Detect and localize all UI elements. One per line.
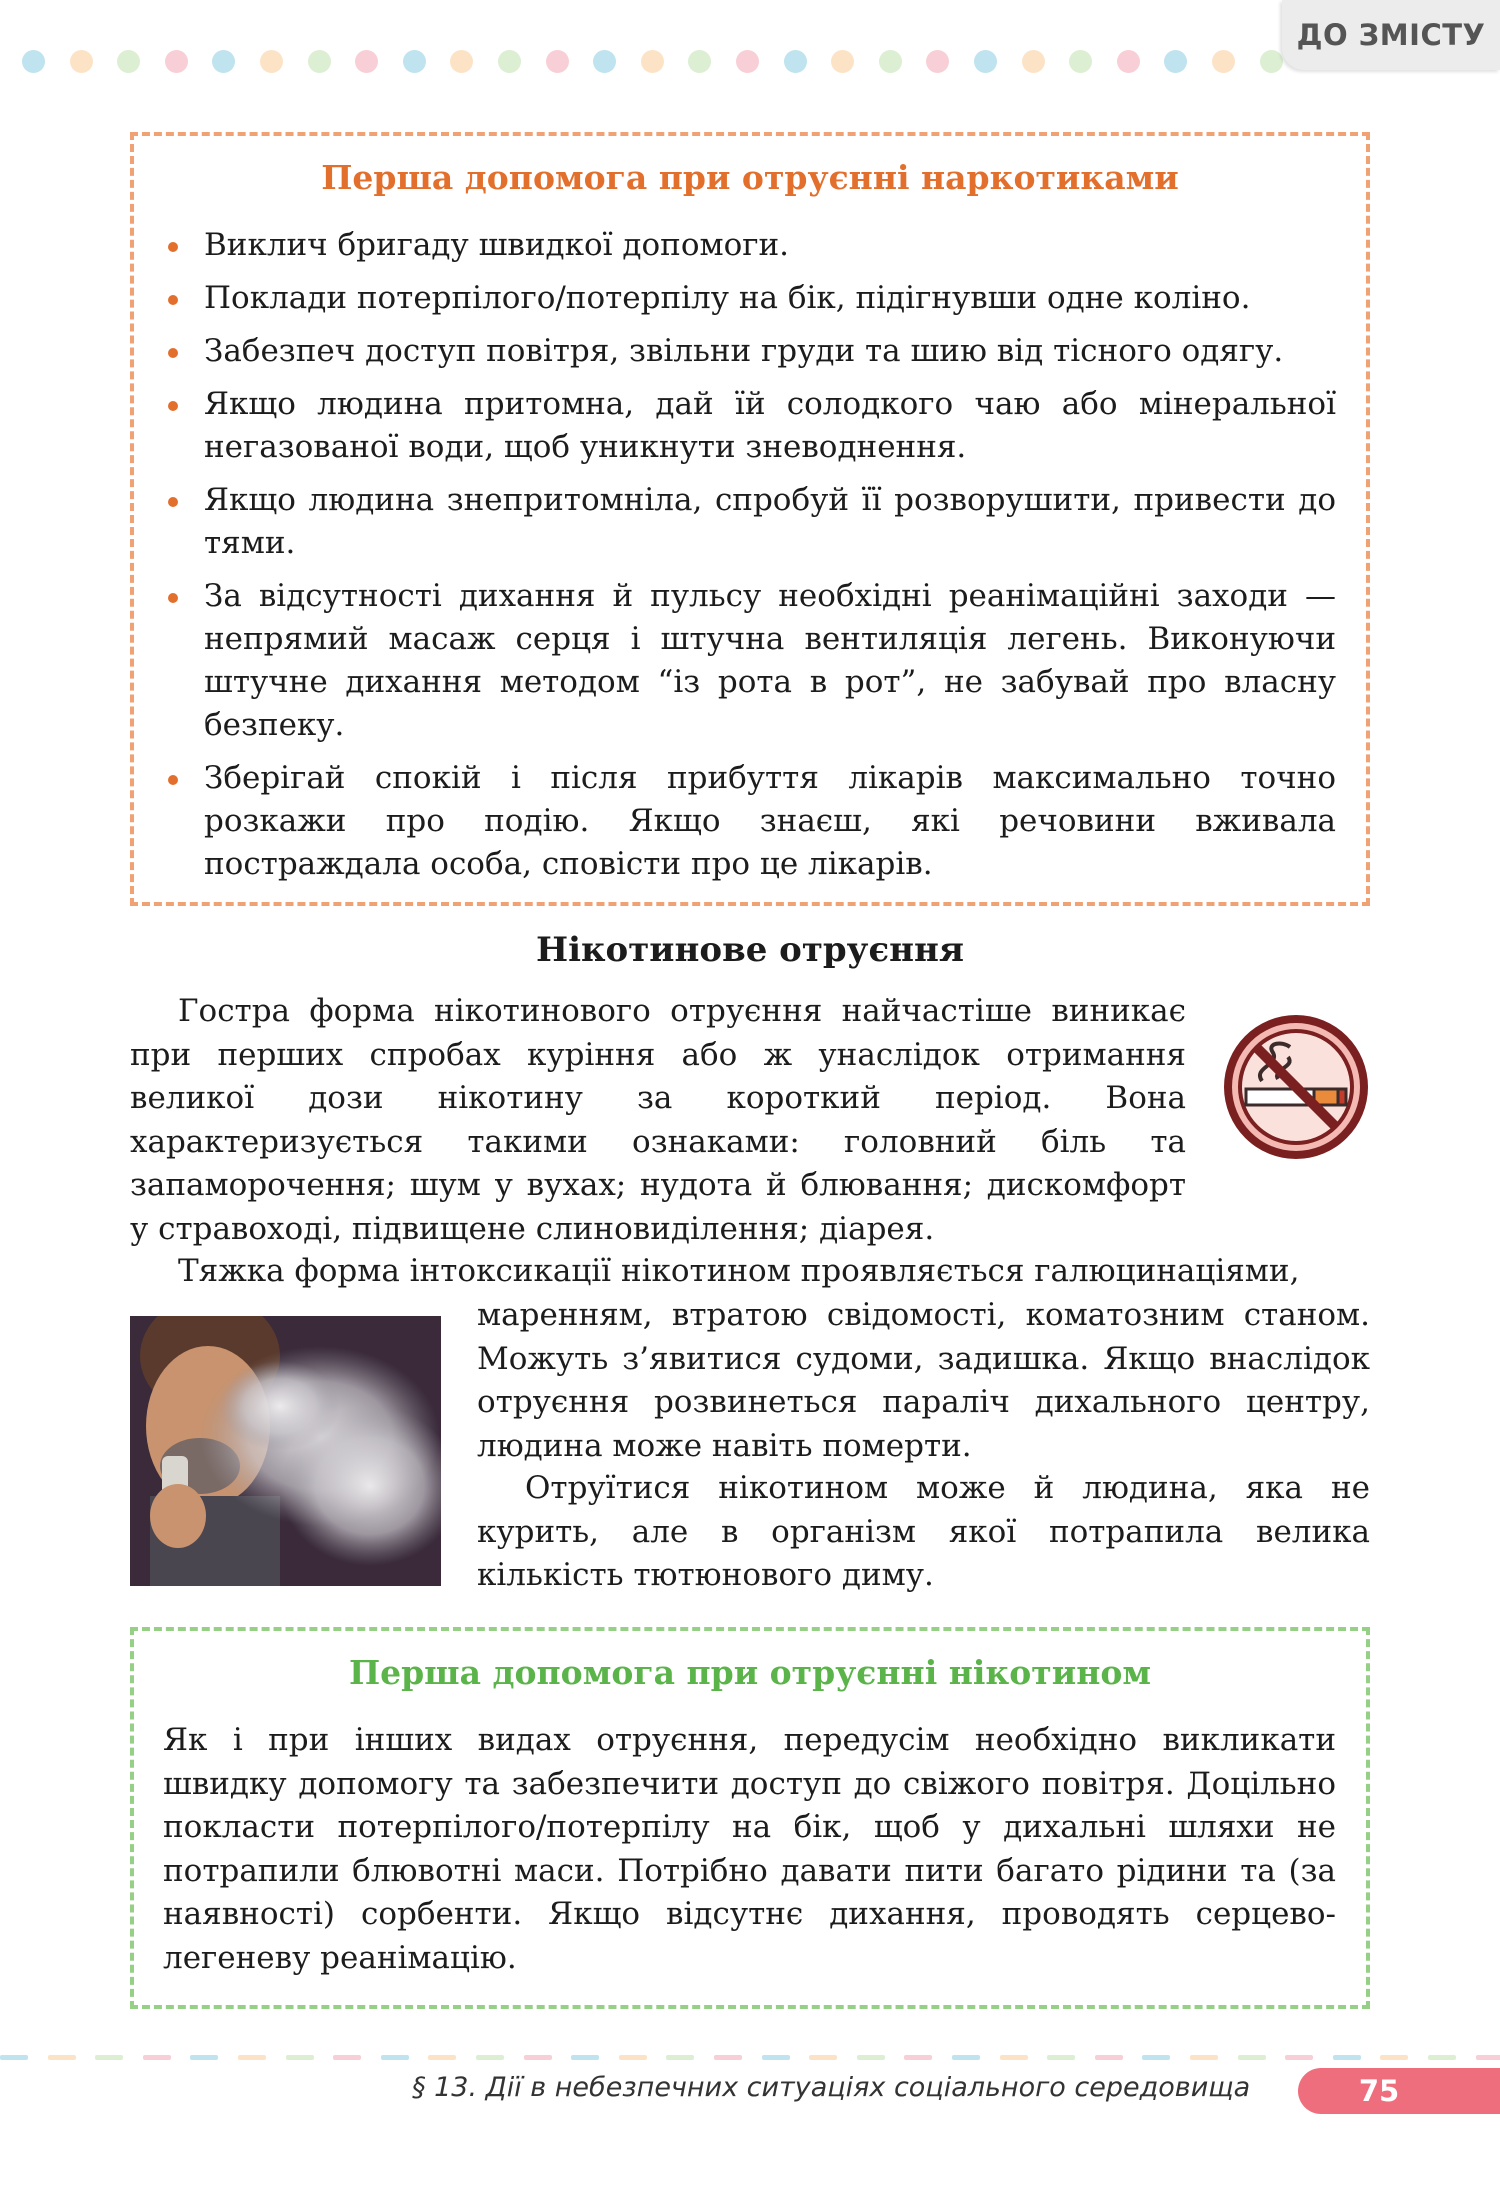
decorative-dash [190,2055,218,2060]
decorative-dot [831,50,854,73]
decorative-dot [22,50,45,73]
decorative-dot [1069,50,1092,73]
list-item: Якщо людина знепритомніла, спробуй її розворушити, привести до тями. [162,479,1336,565]
decorative-dash [666,2055,694,2060]
decorative-dot [546,50,569,73]
decorative-dot [1212,50,1235,73]
drug-first-aid-title: Перша допомога при отруєнні наркотиками [321,158,1179,197]
decorative-dash [0,2055,28,2060]
decorative-dash [904,2055,932,2060]
decorative-dash [428,2055,456,2060]
decorative-dot [498,50,521,73]
decorative-dash [1190,2055,1218,2060]
list-item: Якщо людина притомна, дай їй солодкого чаю або мінеральної негазованої води, щоб уникнути зневоднення. [162,383,1336,469]
decorative-dashes-bottom [0,2055,1500,2061]
decorative-dot [1260,50,1283,73]
decorative-dash [619,2055,647,2060]
decorative-dash [1238,2055,1266,2060]
paragraph-severe-rest: маренням, втратою свідомості, коматозним станом. Можуть з’явитися судоми, задишка. Якщо внаслідок отруєння розвинеться параліч дихального центру, людина може навіть померти. [477,1297,1370,1464]
decorative-dash [1142,2055,1170,2060]
decorative-dash [48,2055,76,2060]
decorative-dash [952,2055,980,2060]
decorative-dash [1428,2055,1456,2060]
decorative-dot [974,50,997,73]
decorative-dash [143,2055,171,2060]
paragraph-passive: Отруїтися нікотином може й людина, яка не курить, але в організм якої потрапила велика кількість тютюнового диму. [477,1470,1370,1593]
decorative-dot [117,50,140,73]
decorative-dash [1095,2055,1123,2060]
decorative-dot [1164,50,1187,73]
decorative-dash [381,2055,409,2060]
list-item: Поклади потерпілого/потерпілу на бік, підігнувши одне коліно. [162,277,1336,320]
drug-first-aid-list [162,224,1336,896]
nicotine-first-aid-box [130,1627,1370,2009]
decorative-dash [1000,2055,1028,2060]
paragraph-acute: Гостра форма нікотинового отруєння найчастіше виникає при перших спробах куріння або ж унаслідок отримання великої дози нікотину за короткий період. Вона характеризується такими ознаками: головний біль та запаморочення; шум у вухах; нудота й блювання; дискомфорт у стравоході, підвищене слиновиділення; діарея. [130,993,1186,1247]
decorative-dash [571,2055,599,2060]
list-item: Виклич бригаду швидкої допомоги. [162,224,1336,267]
decorative-dot [736,50,759,73]
list-item: Забезпеч доступ повітря, звільни груди та шию від тісного одягу. [162,330,1336,373]
decorative-dot [1117,50,1140,73]
list-item: Зберігай спокій і після прибуття лікарів максимально точно розкажи про подію. Якщо знаєш, які речовини вживала постраждала особа, сповісти про це лікарів. [162,757,1336,886]
decorative-dot [450,50,473,73]
decorative-dot [593,50,616,73]
decorative-dot [784,50,807,73]
drug-first-aid-box [130,132,1370,906]
nicotine-first-aid-title: Перша допомога при отруєнні нікотином [348,1653,1152,1692]
no-smoking-icon [1222,1013,1370,1161]
decorative-dash [238,2055,266,2060]
decorative-dot [212,50,235,73]
decorative-dot [688,50,711,73]
decorative-dash [857,2055,885,2060]
decorative-dots-top [22,50,1282,74]
decorative-dash [809,2055,837,2060]
decorative-dot [1022,50,1045,73]
list-item: За відсутності дихання й пульсу необхідні реанімаційні заходи — непрямий масаж серця і штучна вентиляція легень. Виконуючи штучне дихання методом “із рота в рот”, не забувай про власну безпеку. [162,575,1336,747]
decorative-dot [641,50,664,73]
footer-section-title: § 13. Дії в небезпечних ситуаціях соціального середовища [412,2072,1251,2103]
decorative-dot [260,50,283,73]
decorative-dot [308,50,331,73]
decorative-dash [333,2055,361,2060]
decorative-dot [403,50,426,73]
nicotine-first-aid-text: Як і при інших видах отруєння, передусім необхідно викликати швидку допомогу та забезпечити доступ до свіжого повітря. Доцільно покласти потерпілого/потерпілу на бік, щоб у дихальні шляхи не потрапили блювотні маси. Потрібно давати пити багато рідини та (за наявності) сорбенти. Якщо відсутнє дихання, проводять серцево-легеневу реанімацію. [163,1722,1336,1976]
decorative-dash [95,2055,123,2060]
decorative-dot [926,50,949,73]
section-title: Нікотинове отруєння [535,930,965,970]
paragraph-severe-start: Тяжка форма інтоксикації нікотином проявляється галюцинаціями, [178,1253,1300,1289]
decorative-dot [70,50,93,73]
toc-button[interactable]: ДО ЗМІСТУ [1282,0,1500,70]
decorative-dash [762,2055,790,2060]
decorative-dash [1333,2055,1361,2060]
decorative-dash [1285,2055,1313,2060]
smoker-photo [130,1316,441,1586]
decorative-dot [355,50,378,73]
page-number: 75 [1298,2068,1500,2114]
decorative-dash [1476,2055,1500,2060]
decorative-dot [879,50,902,73]
decorative-dash [1047,2055,1075,2060]
decorative-dash [714,2055,742,2060]
decorative-dot [165,50,188,73]
decorative-dash [476,2055,504,2060]
decorative-dash [286,2055,314,2060]
decorative-dash [1380,2055,1408,2060]
decorative-dash [524,2055,552,2060]
